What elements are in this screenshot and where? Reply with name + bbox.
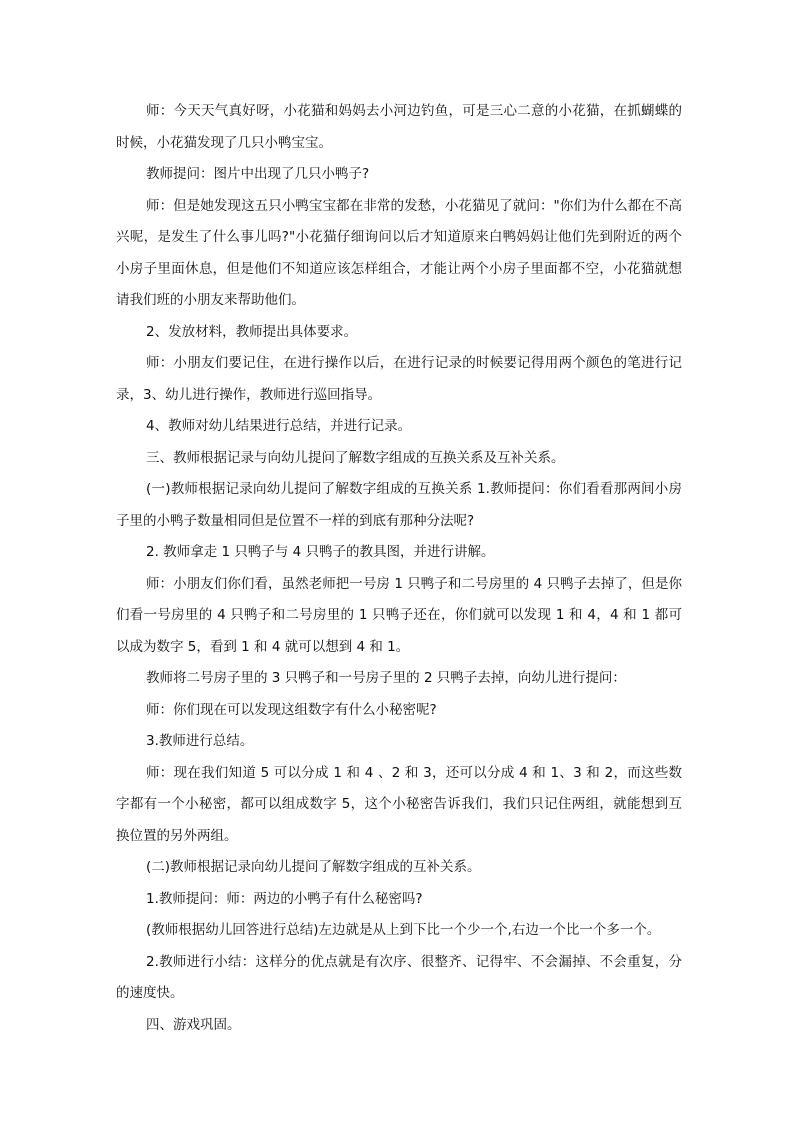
paragraph-step-summarize: 4、教师对幼儿结果进行总结，并进行记录。 (146, 418, 412, 434)
paragraph-remove-3-and-2: 教师将二号房子里的 3 只鸭子和一号房子里的 2 只鸭子去掉，向幼儿进行提问： (146, 670, 626, 686)
subsection-exchange-relation: (一)教师根据记录向幼儿提问了解数字组成的互换关系 1.教师提问：你们看看那两间小房子里的小鸭子数量相同但是位置不一样的到底有那种分法呢? (116, 481, 682, 529)
paragraph-teacher-secret-question: 师：你们现在可以发现这组数字有什么小秘密呢? (146, 701, 437, 718)
paragraph-teacher-question-sides: 1.教师提问：师：两边的小鸭子有什么秘密吗? (146, 890, 423, 907)
paragraph-step-distribute-materials: 2、发放材料，教师提出具体要求。 (146, 323, 358, 340)
paragraph-explanation-1-4: 师：小朋友们你们看，虽然老师把一号房 1 只鸭子和二号房里的 4 只鸭子去掉了，但是你们看一号房里的 4 只鸭子和二号房里的 1 只鸭子还在，你们就可以发现 1 和 4，4 和 1 都可以成为数字 5，看到 1 和 4 就可以想到 4 和 1。 (116, 575, 682, 655)
paragraph-recording-instructions: 师：小朋友们要记住，在进行操作以后，在进行记录的时候要记得用两个颜色的笔进行记录，3、幼儿进行操作，教师进行巡回指导。 (116, 355, 682, 403)
document-body (116, 96, 682, 1041)
paragraph-story-intro: 师：今天天气真好呀，小花猫和妈妈去小河边钓鱼，可是三心二意的小花猫，在抓蝴蝶的时候，小花猫发现了几只小鸭宝宝。 (116, 103, 682, 151)
subsection-complement-relation: (二)教师根据记录向幼儿提问了解数字组成的互补关系。 (146, 859, 481, 875)
section-heading-four: 四、游戏巩固。 (146, 1016, 241, 1033)
paragraph-left-right-pattern: (教师根据幼儿回答进行总结)左边就是从上到下比一个少一个,右边一个比一个多一个。 (146, 922, 661, 938)
paragraph-teacher-question-ducks: 教师提问：图片中出现了几只小鸭子? (146, 166, 370, 182)
paragraph-story-problem: 师：但是她发现这五只小鸭宝宝都在非常的发愁，小花猫见了就问："你们为什么都在不高兴呢，是发生了什么事儿吗?"小花猫仔细询问以后才知道原来白鸭妈妈让他们先到附近的两个小房子里面休息，但是他们不知道应该怎样组合，才能让两个小房子里面都不空，小花猫就想请我们班的小朋友来帮助他们。 (116, 197, 682, 308)
paragraph-summary-number-5: 师：现在我们知道 5 可以分成 1 和 4 、2 和 3，还可以分成 4 和 1、3 和 2，而这些数字都有一个小秘密，都可以组成数字 5，这个小秘密告诉我们，我们只记住两组，就能想到互换位置的另外两组。 (116, 764, 682, 844)
section-heading-three: 三、教师根据记录与向幼儿提问了解数字组成的互换关系及互补关系。 (146, 449, 565, 466)
paragraph-step-remove-ducks: 2. 教师拿走 1 只鸭子与 4 只鸭子的教具图，并进行讲解。 (146, 544, 495, 560)
paragraph-teacher-conclusion: 2.教师进行小结：这样分的优点就是有次序、很整齐、记得牢、不会漏掉、不会重复，分的速度快。 (116, 953, 682, 1001)
paragraph-step-teacher-summary: 3.教师进行总结。 (146, 733, 254, 749)
